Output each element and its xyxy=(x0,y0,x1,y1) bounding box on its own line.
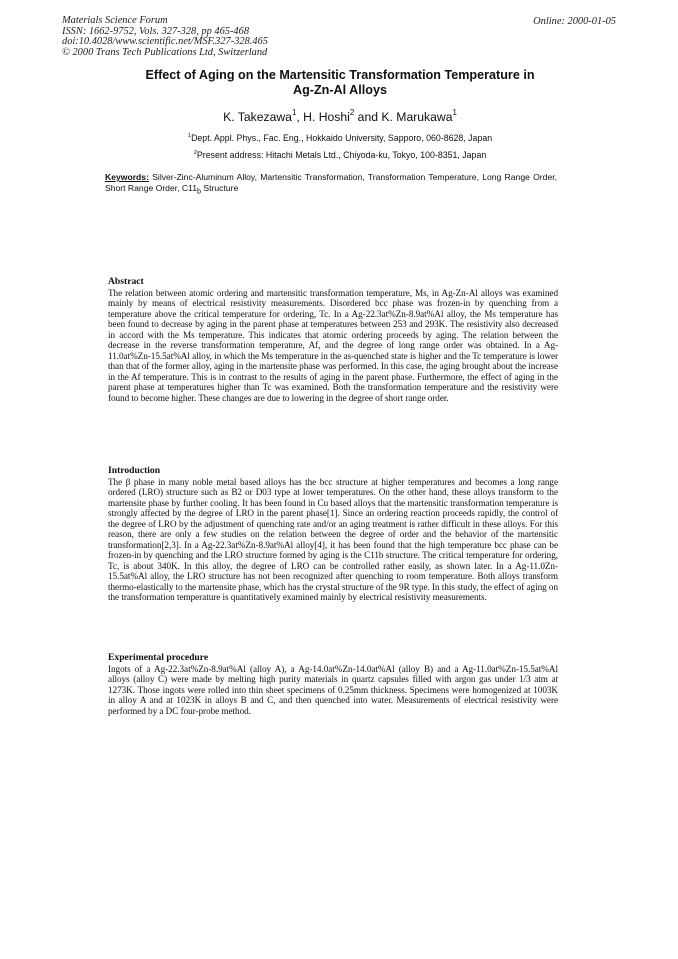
title-line-1: Effect of Aging on the Martensitic Transformation Temperature in xyxy=(145,68,535,82)
experimental-section xyxy=(108,653,558,716)
title-line-2: Ag-Zn-Al Alloys xyxy=(293,83,387,97)
author-list xyxy=(60,110,620,124)
doi-line: doi:10.4028/www.scientific.net/MSF.327-328.465 xyxy=(62,36,268,48)
affiliation-mark: 2 xyxy=(349,108,355,118)
experimental-text: Ingots of a Ag-22.3at%Zn-8.9at%Al (alloy A), a Ag-14.0at%Zn-14.0at%Al (alloy B) and a Ag-11.0at%Zn-15.5at%Al alloys (alloy C) were made by melting high purity materials in quartz capsules filled with argon gas under 1/3 atm at 1273K. Those ingots were rolled into thin sheet specimens of 0.25mm thickness. Specimens were homogenized at 1003K in alloy A and at 1023K in alloys B and C, and then quenched into water. Measurements of electrical resistivity were performed by a DC four-probe method. xyxy=(108,663,558,716)
online-date: Online: 2000-01-05 xyxy=(533,16,616,27)
affiliation-mark: 1 xyxy=(291,108,297,118)
issn-line: ISSN: 1662-9752, Vols. 327-328, pp 465-468 xyxy=(62,25,250,37)
journal-header xyxy=(62,16,268,58)
introduction-text: The β phase in many noble metal based alloys has the bcc structure at higher temperatures and becomes a long range ordered (LRO) structure such as B2 or D03 type at lower temperatures. On the other hand, these alloys transform to the martensite phase by further cooling. It has been found in Cu based alloys that the martensitic transformation temperature is strongly affected by the degree of LRO in the parent phase[1]. Since an ordering reaction proceeds rapidly, the control of the degree of LRO by the adjustment of quenching rate and/or an aging treatment is rather difficult in these alloys. For this reason, there are only a few studies on the relation between the degree of order and the behavior of the martensitic transformation[2,3]. In a Ag-22.3at%Zn-8.9at%Al alloy[4], it has been found that the high temperature bcc phase can be frozen-in by quenching and the LRO structure formed by aging is the C11b structure. The critical temperature for ordering, Tc, is about 340K. In this alloy, the degree of LRO can be controlled rather easily, as shown later. In a Ag-11.0Zn-15.5at%Al alloy, the LRO structure has not been recognized after quenching to room temperature. Both alloys transform thermo-elastically to the martensite phase, which has the crystal structure of the 9R type. In this study, the effect of aging on the transformation temperature is quantitatively examined mainly by electrical resistivity measurements. xyxy=(108,476,558,602)
author-hoshi: H. Hoshi xyxy=(303,110,350,124)
keywords-label: Keywords: xyxy=(105,172,149,182)
abstract-heading: Abstract xyxy=(108,276,144,287)
affiliation-2-mark: 2 xyxy=(193,149,197,156)
author-separator: and xyxy=(354,110,382,124)
paper-title xyxy=(60,68,620,98)
keywords-tail: Structure xyxy=(201,183,239,193)
journal-name: Materials Science Forum xyxy=(62,15,168,26)
abstract-section xyxy=(108,277,558,403)
introduction-heading: Introduction xyxy=(108,465,161,476)
experimental-heading: Experimental procedure xyxy=(108,652,209,663)
introduction-section xyxy=(108,466,558,603)
author-separator: , xyxy=(296,110,304,124)
affiliation-2 xyxy=(60,150,620,160)
keywords xyxy=(105,172,557,198)
copyright-line: © 2000 Trans Tech Publications Ltd, Switzerland xyxy=(62,46,268,58)
author-marukawa: K. Marukawa xyxy=(381,110,453,124)
affiliation-2-text: Present address: Hitachi Metals Ltd., Chiyoda-ku, Tokyo, 100-8351, Japan xyxy=(196,150,487,160)
keywords-subscript: b xyxy=(197,187,202,196)
abstract-text: The relation between atomic ordering and martensitic transformation temperature, Ms, in Ag-Zn-Al alloys was examined mainly by means of electrical resistivity measurements. Disordered bcc phase was frozen-in by quenching from a temperature above the critical temperature for ordering, Tc. In a Ag-22.3at%Zn-8.9at%Al alloy, the Ms temperature has been found to decrease by aging in the parent phase at temperatures between 253 and 293K. The resistivity also decreased in accord with the Ms temperature. This indicates that atomic ordering proceeds by aging. The relation between the decrease in the reverse transformation temperature, Af, and the degree of long range order was obtained. In a Ag-11.0at%Zn-15.5at%Al alloy, in which the Ms temperature in the as-quenched state is higher and the Tc temperature is lower than that of the former alloy, aging in the martensite phase was performed. In this case, the aging brought about the increase in the Af temperature. This is in contrast to the results of aging in the parent phase. Furthermore, the effect of aging in the parent phase at temperatures higher than Tc was examined. Both the transformation temperature and the resistivity were found to become higher. These changes are due to lowering in the degree of short range order. xyxy=(108,287,558,403)
affiliation-1-text: Dept. Appl. Phys., Fac. Eng., Hokkaido University, Sapporo, 060-8628, Japan xyxy=(191,133,493,143)
affiliation-mark: 1 xyxy=(452,108,457,118)
keywords-text: Silver-Zinc-Aluminum Alloy, Martensitic Transformation, Transformation Temperature, Long Range Order, Short Range Order, C11 xyxy=(105,172,557,193)
affiliation-1-mark: 1 xyxy=(187,132,192,139)
author-takezawa: K. Takezawa xyxy=(223,110,292,124)
affiliation-1 xyxy=(60,133,620,143)
